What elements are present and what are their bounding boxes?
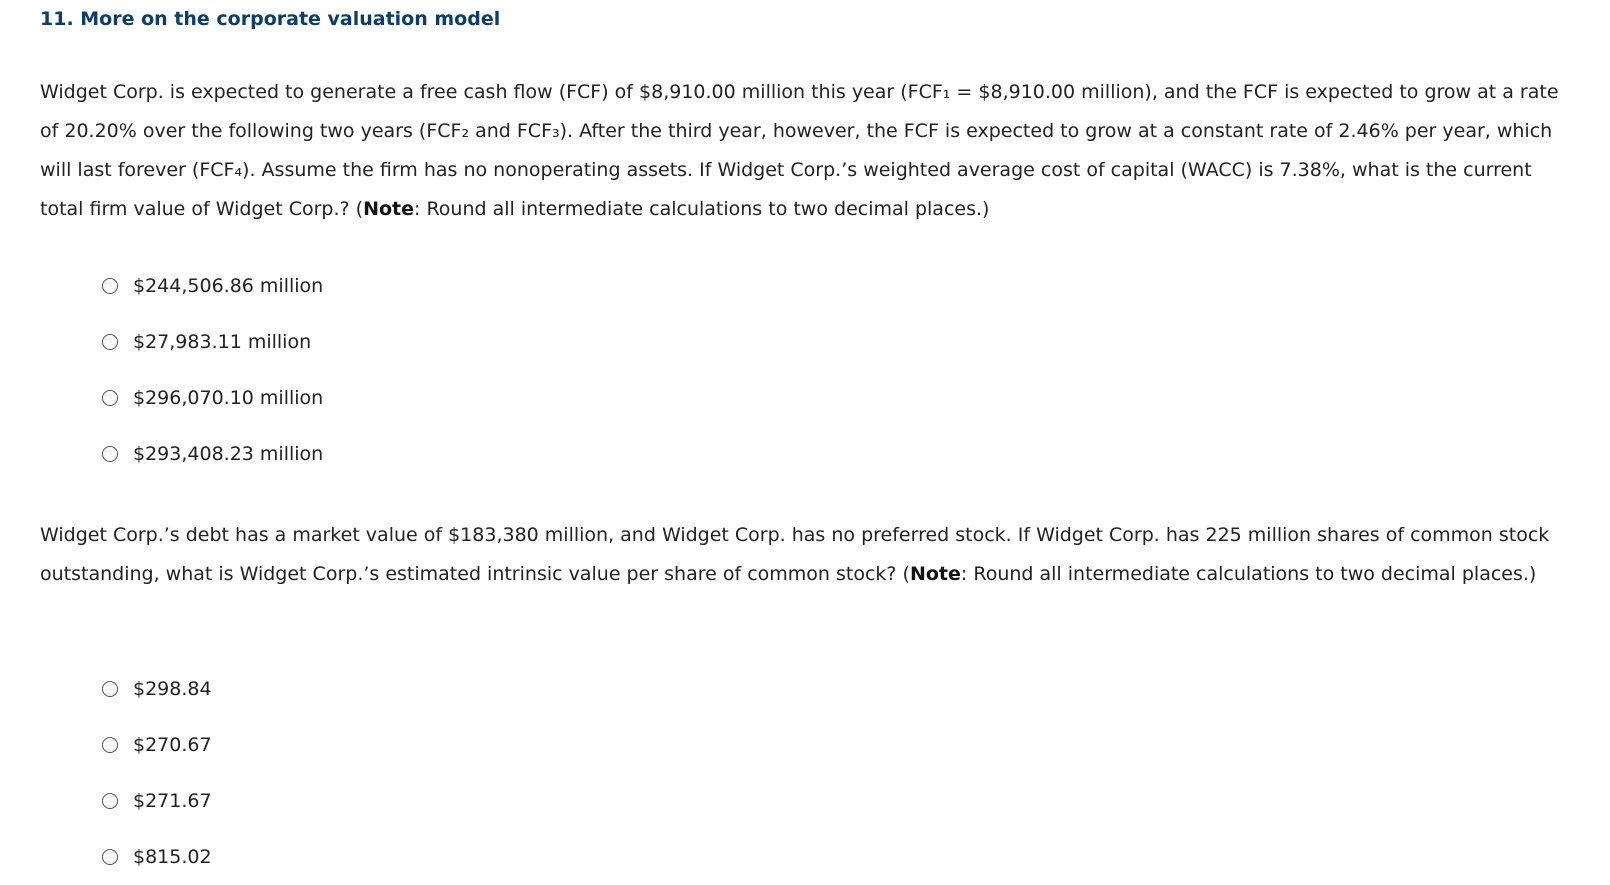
- radio-button[interactable]: [102, 849, 118, 865]
- part2-option-3[interactable]: [102, 773, 212, 829]
- part1-option-1[interactable]: [102, 258, 323, 314]
- option-label: $244,506.86 million: [133, 275, 324, 297]
- part1-option-3[interactable]: [102, 370, 323, 426]
- option-label: $296,070.10 million: [133, 387, 324, 409]
- option-label: $271.67: [133, 790, 212, 812]
- part2-note-label: Note: [909, 563, 961, 585]
- part1-option-4[interactable]: [102, 426, 323, 482]
- part2-option-1[interactable]: [102, 661, 212, 717]
- option-label: $815.02: [133, 846, 212, 868]
- part1-question-text: [40, 73, 1570, 229]
- question-title: 11. More on the corporate valuation model: [40, 8, 501, 30]
- radio-button[interactable]: [102, 446, 118, 462]
- part1-text-b: : Round all intermediate calculations to two decimal places.): [414, 198, 990, 220]
- radio-button[interactable]: [102, 334, 118, 350]
- part1-note-label: Note: [363, 198, 414, 220]
- radio-button[interactable]: [102, 681, 118, 697]
- option-label: $293,408.23 million: [133, 443, 324, 465]
- option-label: $298.84: [133, 678, 212, 700]
- part2-option-2[interactable]: [102, 717, 212, 773]
- part2-question-text: [40, 516, 1570, 594]
- option-label: $270.67: [133, 734, 212, 756]
- part2-text-b: : Round all intermediate calculations to two decimal places.): [960, 563, 1537, 585]
- part2-options: [102, 661, 212, 885]
- part1-options: [102, 258, 323, 482]
- part2-text-a: Widget Corp.’s debt has a market value of $183,380 million, and Widget Corp. has no preferred stock. If Widget Corp. has 225 million shares of common stock outstanding, what is Widget Corp.’s estimated intrinsic value per share of common stock? (: [40, 524, 1550, 585]
- radio-button[interactable]: [102, 793, 118, 809]
- radio-button[interactable]: [102, 390, 118, 406]
- option-label: $27,983.11 million: [133, 331, 312, 353]
- part1-text-a: Widget Corp. is expected to generate a free cash flow (FCF) of $8,910.00 million this year (FCF₁ = $8,910.00 million), and the FCF is expected to grow at a rate of 20.20% over the following two years (FCF₂ and FCF₃). After the third year, however, the FCF is expected to grow at a constant rate of 2.46% per year, which will last forever (FCF₄). Assume the firm has no nonoperating assets. If Widget Corp.’s weighted average cost of capital (WACC) is 7.38%, what is the current total firm value of Widget Corp.? (: [40, 81, 1559, 220]
- radio-button[interactable]: [102, 278, 118, 294]
- part1-option-2[interactable]: [102, 314, 323, 370]
- radio-button[interactable]: [102, 737, 118, 753]
- question-container: [40, 0, 1570, 868]
- part2-option-4[interactable]: [102, 829, 212, 885]
